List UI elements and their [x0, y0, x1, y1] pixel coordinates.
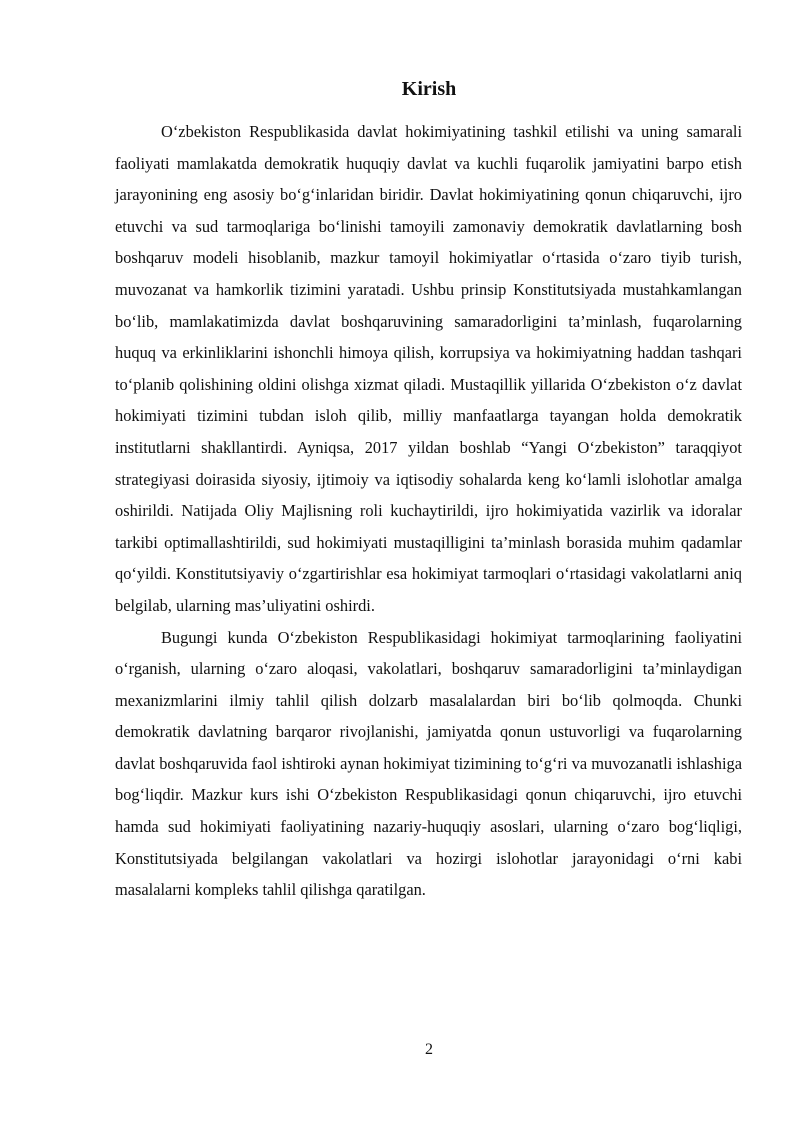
paragraph-1: O‘zbekiston Respublikasida davlat hokimiyatining tashkil etilishi va uning samarali faoliyati mamlakatda demokratik huquqiy davlat va kuchli fuqarolik jamiyatini barpo etish jarayonining eng asosiy bo‘g‘inlaridan biridir. Davlat hokimiyatining qonun chiqaruvchi, ijro etuvchi va sud tarmoqlariga bo‘linishi tamoyili zamonaviy demokratik davlatlarning bosh boshqaruv modeli hisoblanib, mazkur tamoyil hokimiyatlar o‘rtasida o‘zaro tiyib turish, muvozanat va hamkorlik tizimini yaratadi. Ushbu prinsip Konstitutsiyada mustahkamlangan bo‘lib, mamlakatimizda davlat boshqaruvining samaradorligini ta’minlash, fuqarolarning huquq va erkinliklarini ishonchli himoya qilish, korrupsiya va hokimiyatning haddan tashqari to‘planib qolishining oldini olishga xizmat qiladi. Mustaqillik yillarida O‘zbekiston o‘z davlat hokimiyati tizimini tubdan isloh qilib, milliy manfaatlarga tayangan holda demokratik institutlarni shakllantirdi. Ayniqsa, 2017 yildan boshlab “Yangi O‘zbekiston” taraqqiyot strategiyasi doirasida siyosiy, ijtimoiy va iqtisodiy sohalarda keng ko‘lamli islohotlar amalga oshirildi. Natijada Oliy Majlisning roli kuchaytirildi, ijro hokimiyatida vazirlik va idoralar tarkibi optimallashtirildi, sud hokimiyati mustaqilligini ta’minlash borasida muhim qadamlar qo‘yildi. Konstitutsiyaviy o‘zgartirishlar esa hokimiyat tarmoqlari o‘rtasidagi vakolatlarni aniq belgilab, ularning mas’uliyatini oshirdi. — [115, 122, 742, 615]
body-text — [115, 116, 742, 906]
page-title: Kirish — [401, 78, 457, 100]
paragraph-2: Bugungi kunda O‘zbekiston Respublikasidagi hokimiyat tarmoqlarining faoliyatini o‘rganish, ularning o‘zaro aloqasi, vakolatlari, boshqaruv samaradorligini ta’minlaydigan mexanizmlarini ilmiy tahlil qilish dolzarb masalalardan biri bo‘lib qolmoqda. Chunki demokratik davlatning barqaror rivojlanishi, jamiyatda qonun ustuvorligi va fuqarolarning davlat boshqaruvida faol ishtiroki aynan hokimiyat tizimining to‘g‘ri va muvozanatli ishlashiga bog‘liqdir. Mazkur kurs ishi O‘zbekiston Respublikasidagi qonun chiqaruvchi, ijro etuvchi hamda sud hokimiyati faoliyatining nazariy-huquqiy asoslari, ularning o‘zaro bog‘liqligi, Konstitutsiyada belgilangan vakolatlari va hozirgi islohotlar jarayonidagi o‘rni kabi masalalarni kompleks tahlil qilishga qaratilgan. — [115, 627, 742, 900]
page-number: 2 — [425, 1041, 433, 1058]
